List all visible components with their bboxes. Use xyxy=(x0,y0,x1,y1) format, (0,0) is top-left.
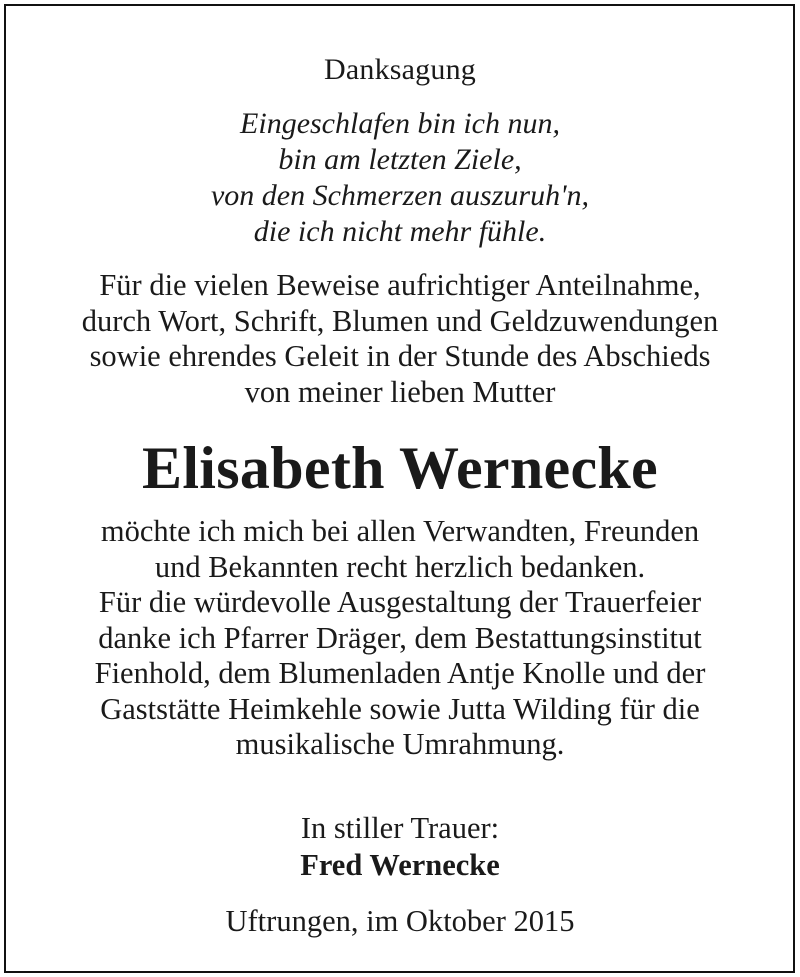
paragraph-line: musikalische Umrahmung. xyxy=(235,727,565,761)
paragraph-line: durch Wort, Schrift, Blumen und Geldzuwendungen xyxy=(81,303,719,338)
paragraph-line: und Bekannten recht herzlich bedanken. xyxy=(154,549,646,584)
paragraph-line: sowie ehrendes Geleit in der Stunde des Abschieds xyxy=(89,339,711,373)
poem-line: Eingeschlafen bin ich nun, xyxy=(240,107,560,140)
notice-heading: Danksagung xyxy=(324,53,476,86)
paragraph-line: Für die würdevolle Ausgestaltung der Trauerfeier xyxy=(98,585,702,619)
paragraph-line: Fienhold, dem Blumenladen Antje Knolle und der xyxy=(94,656,706,690)
paragraph-line: möchte ich mich bei allen Verwandten, Freunden xyxy=(100,514,700,548)
paragraph-line: danke ich Pfarrer Dräger, dem Bestattungsinstitut xyxy=(98,620,702,655)
poem-line: die ich nicht mehr fühle. xyxy=(253,215,547,248)
paragraph-line: Gaststätte Heimkehle sowie Jutta Wilding für die xyxy=(100,691,700,726)
memorial-poem xyxy=(0,106,800,250)
paragraph-line: von meiner lieben Mutter xyxy=(244,374,556,409)
intro-paragraph xyxy=(0,268,800,410)
poem-line: bin am letzten Ziele, xyxy=(278,143,522,176)
signoff-name: Fred Wernecke xyxy=(300,848,500,882)
deceased-name: Elisabeth Wernecke xyxy=(142,435,658,501)
paragraph-line: Für die vielen Beweise aufrichtiger Anteilnahme, xyxy=(99,268,701,302)
thanks-paragraph xyxy=(0,514,800,763)
place-date: Uftrungen, im Oktober 2015 xyxy=(225,904,575,938)
poem-line: von den Schmerzen auszuruh'n, xyxy=(210,179,590,212)
signoff-label: In stiller Trauer: xyxy=(300,811,500,845)
